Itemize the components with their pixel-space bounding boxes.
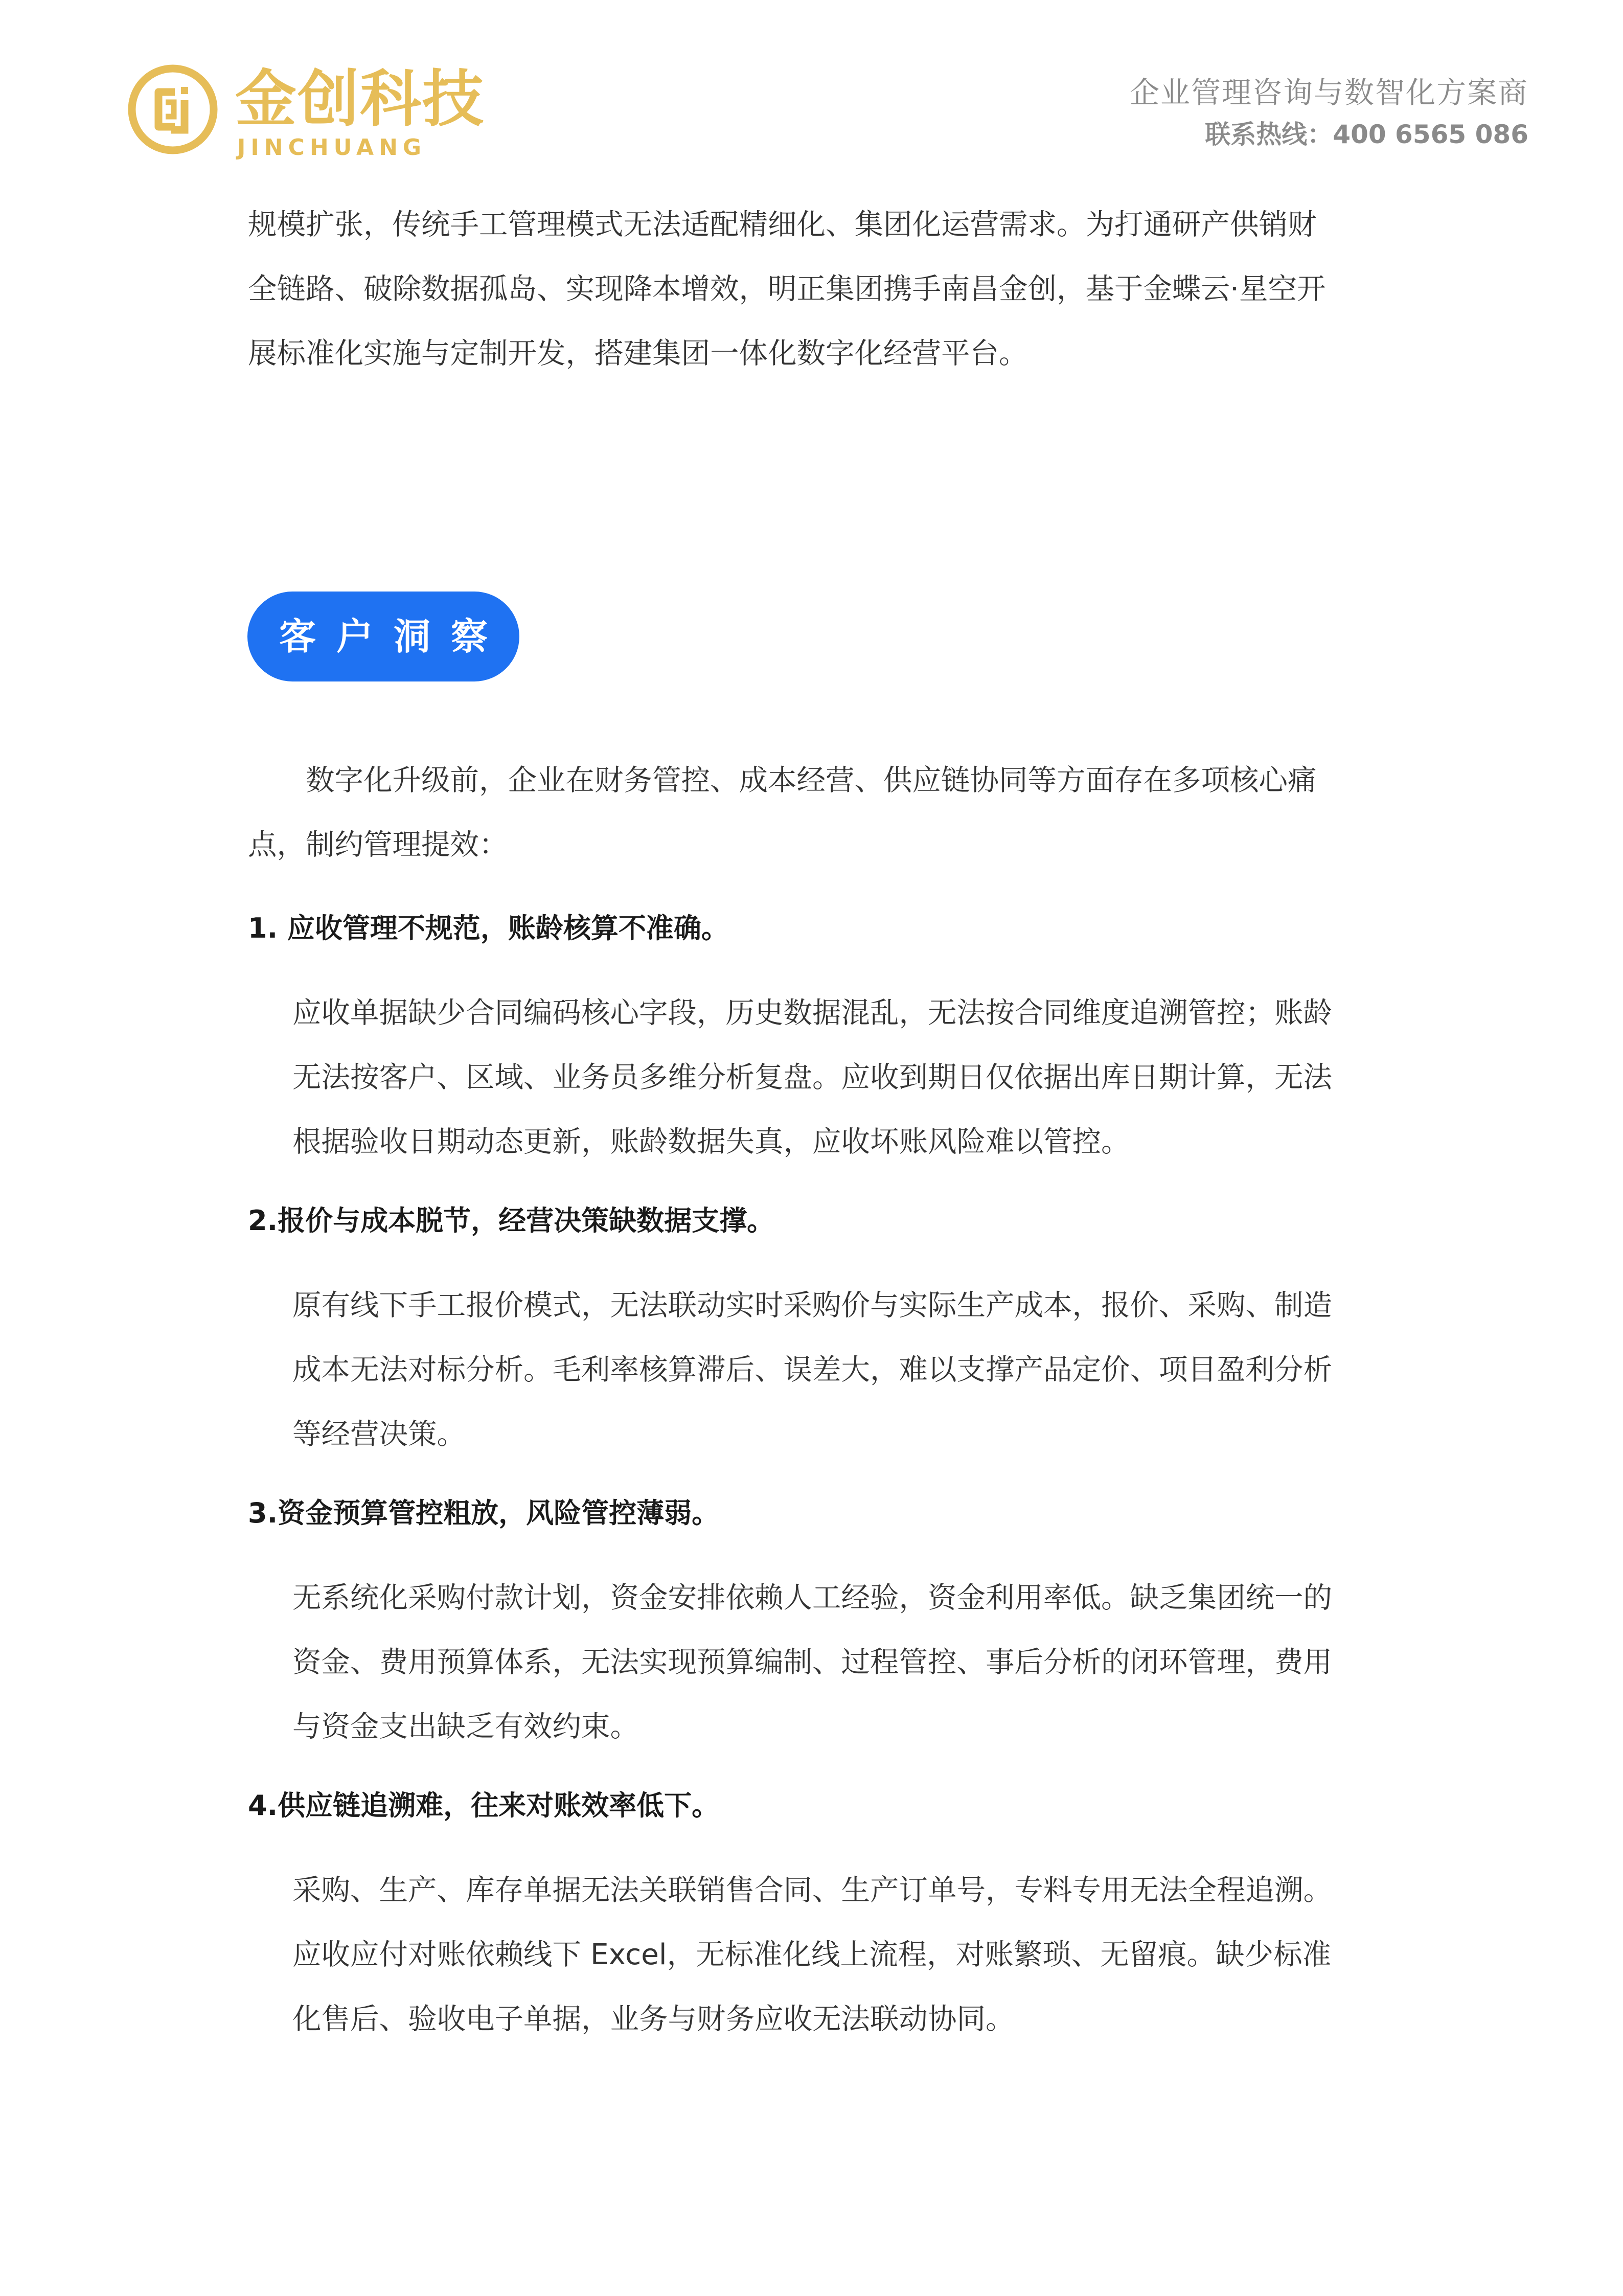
intro-line: 规模扩张，传统手工管理模式无法适配精细化、集团化运营需求。为打通研产供销财	[248, 208, 1317, 241]
company-tagline: 企业管理咨询与数智化方案商	[1129, 75, 1528, 110]
pain-point-body-2	[292, 1274, 1332, 1467]
pain-point-title-1: 1. 应收管理不规范，账龄核算不准确。	[248, 912, 729, 944]
hotline-number: 400 6565 086	[1333, 120, 1528, 149]
intro-paragraph	[248, 193, 1325, 386]
hotline-label: 联系热线：	[1205, 120, 1333, 149]
lead-line: 点，制约管理提效：	[248, 828, 508, 861]
intro-line: 展标准化实施与定制开发，搭建集团一体化数字化经营平台。	[248, 337, 1028, 370]
logo-chinese-name: 金创科技	[235, 64, 485, 135]
pain-point-line: 根据验收日期动态更新，账龄数据失真，应收坏账风险难以管控。	[292, 1125, 1130, 1158]
header-contact	[1130, 72, 1528, 155]
lead-paragraph	[248, 748, 1317, 877]
pain-point-body-1	[292, 981, 1332, 1174]
pain-point-line: 无系统化采购付款计划，资金安排依赖人工经验，资金利用率低。缺乏集团统一的	[292, 1581, 1332, 1615]
logo-mark-icon	[127, 63, 219, 155]
pain-point-title-3: 3.资金预算管控粗放，风险管控薄弱。	[248, 1497, 720, 1529]
logo-english-name: JINCHUANG	[237, 134, 427, 161]
pain-point-line: 原有线下手工报价模式，无法联动实时采购价与实际生产成本，报价、采购、制造	[292, 1289, 1332, 1322]
pain-point-title-4: 4.供应链追溯难，往来对账效率低下。	[248, 1789, 720, 1822]
pain-point-line: 资金、费用预算体系，无法实现预算编制、过程管控、事后分析的闭环管理，费用	[292, 1646, 1332, 1679]
pain-point-body-3	[292, 1566, 1332, 1759]
hotline	[1130, 113, 1528, 155]
lead-line: 数字化升级前，企业在财务管控、成本经营、供应链协同等方面存在多项核心痛	[306, 764, 1317, 797]
pain-point-line: 与资金支出缺乏有效约束。	[292, 1710, 639, 1743]
section-heading-customer-insight: 客户洞察	[247, 592, 519, 681]
intro-line: 全链路、破除数据孤岛、实现降本增效，明正集团携手南昌金创，基于金蝶云·星空开	[248, 272, 1326, 306]
pain-point-line: 化售后、验收电子单据，业务与财务应收无法联动协同。	[292, 2003, 1015, 2036]
pain-point-title-2: 2.报价与成本脱节，经营决策缺数据支撑。	[248, 1204, 775, 1237]
pain-point-line: 采购、生产、库存单据无法关联销售合同、生产订单号，专料专用无法全程追溯。	[292, 1874, 1332, 1907]
pain-point-line: 应收应付对账依赖线下 Excel，无标准化线上流程，对账繁琐、无留痕。缺少标准	[292, 1938, 1332, 1971]
company-logo	[127, 63, 485, 161]
pain-point-line: 无法按客户、区域、业务员多维分析复盘。应收到期日仅依据出库日期计算，无法	[292, 1061, 1332, 1094]
pain-point-line: 成本无法对标分析。毛利率核算滞后、误差大，难以支撑产品定价、项目盈利分析	[292, 1353, 1332, 1386]
pain-point-body-4	[292, 1858, 1332, 2052]
pain-point-line: 应收单据缺少合同编码核心字段，历史数据混乱，无法按合同维度追溯管控；账龄	[292, 996, 1332, 1030]
pain-point-line: 等经营决策。	[292, 1418, 466, 1451]
